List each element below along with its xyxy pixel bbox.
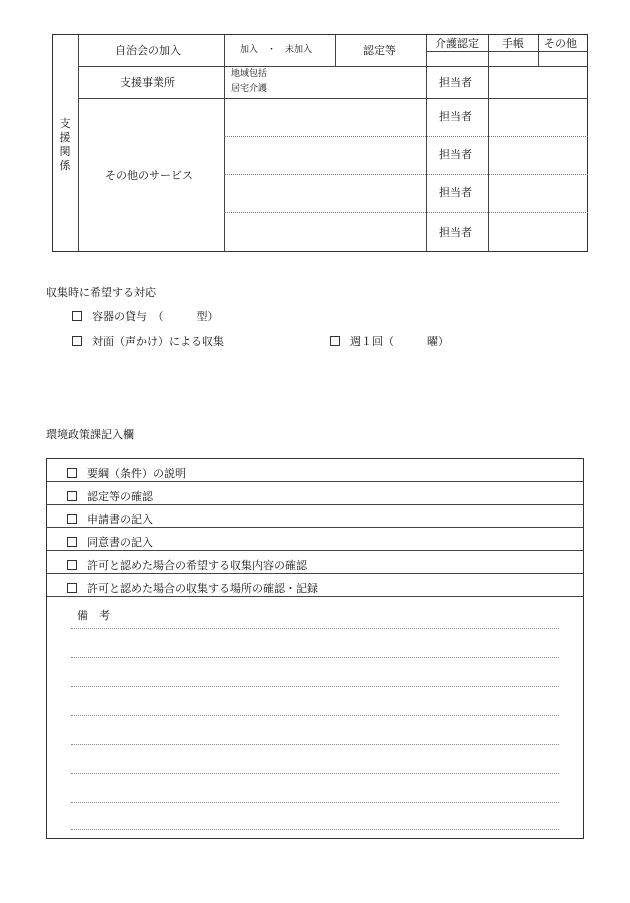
office-title: 環境政策課記入欄 — [46, 428, 134, 441]
checkbox[interactable] — [67, 468, 77, 478]
remarks-line[interactable] — [71, 802, 559, 803]
remarks-line[interactable] — [71, 657, 559, 658]
collection-option-facetoface[interactable] — [72, 333, 224, 349]
collection-option-container[interactable] — [72, 308, 219, 324]
remarks-label: 備 考 — [77, 609, 110, 622]
col-other: その他 — [544, 37, 577, 50]
office-item-label: 認定等の確認 — [87, 490, 153, 503]
office-item[interactable] — [47, 505, 583, 528]
remarks-line[interactable] — [71, 715, 559, 716]
col-kaigo: 介護認定 — [435, 37, 479, 50]
jigyosho-opt2: 居宅介護 — [231, 84, 268, 94]
jichikai-options: 加入 ・ 未加入 — [240, 45, 313, 55]
collection-option-label: 容器の貸与 （ 型） — [92, 310, 219, 323]
checkbox[interactable] — [330, 336, 340, 346]
collection-option-weekly[interactable] — [330, 333, 449, 349]
office-item[interactable] — [47, 528, 583, 551]
tanto-label: 担当者 — [439, 110, 472, 123]
office-table — [46, 458, 584, 839]
office-item-label: 同意書の記入 — [87, 536, 153, 549]
checkbox[interactable] — [72, 336, 82, 346]
checkbox[interactable] — [67, 514, 77, 524]
tanto-label: 担当者 — [439, 148, 472, 161]
office-item-label: 許可と認めた場合の収集する場所の確認・記録 — [87, 582, 318, 595]
checkbox[interactable] — [67, 560, 77, 570]
office-item[interactable] — [47, 574, 583, 597]
office-item[interactable] — [47, 551, 583, 574]
remarks-line[interactable] — [71, 829, 559, 830]
collection-option-label: 週１回（ 曜） — [350, 335, 449, 348]
side-label: 支援関係 — [59, 117, 71, 172]
col-techo: 手帳 — [502, 37, 524, 50]
checkbox[interactable] — [67, 583, 77, 593]
other-service-label: その他のサービス — [105, 169, 193, 182]
office-item-label: 要綱（条件）の説明 — [87, 467, 186, 480]
remarks-line[interactable] — [71, 686, 559, 687]
checkbox[interactable] — [67, 491, 77, 501]
office-item-label: 許可と認めた場合の希望する収集内容の確認 — [87, 559, 307, 572]
checkbox[interactable] — [72, 311, 82, 321]
tanto-label: 担当者 — [439, 76, 472, 89]
remarks-line[interactable] — [71, 628, 559, 629]
office-item[interactable] — [47, 459, 583, 482]
collection-title: 収集時に希望する対応 — [46, 286, 156, 299]
jichikai-label: 自治会の加入 — [115, 44, 181, 57]
jigyosho-opt1: 地域包括 — [231, 69, 268, 79]
collection-option-label: 対面（声かけ）による収集 — [92, 335, 224, 348]
tanto-label: 担当者 — [439, 226, 472, 239]
office-item-label: 申請書の記入 — [87, 513, 153, 526]
remarks-line[interactable] — [71, 744, 559, 745]
checkbox[interactable] — [67, 537, 77, 547]
office-item[interactable] — [47, 482, 583, 505]
jigyosho-label: 支援事業所 — [120, 76, 175, 89]
support-table — [52, 34, 588, 252]
tanto-label: 担当者 — [439, 186, 472, 199]
remarks-line[interactable] — [71, 773, 559, 774]
nintei-label: 認定等 — [363, 44, 396, 57]
